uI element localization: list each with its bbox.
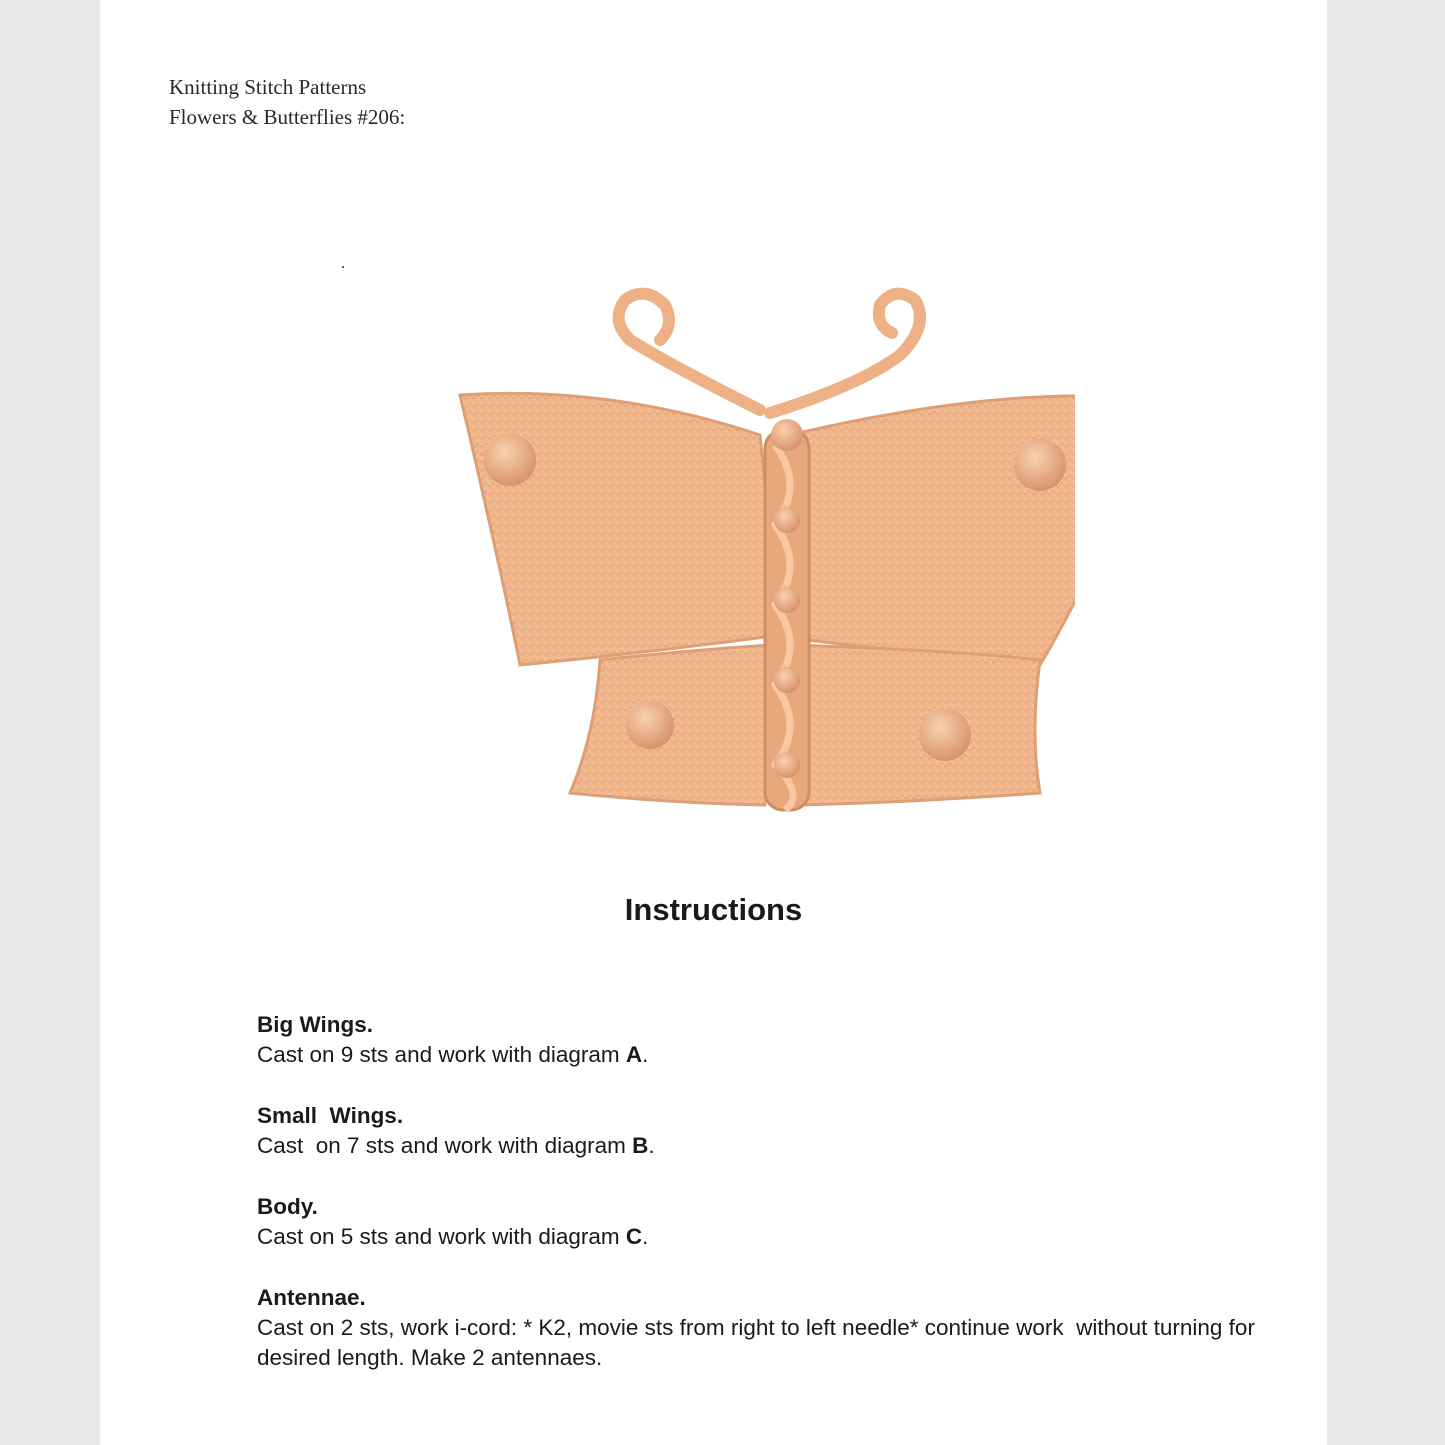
section-antennae <box>257 1283 1267 1373</box>
diagram-label: B <box>632 1133 649 1158</box>
header-line-1: Knitting Stitch Patterns <box>169 75 367 99</box>
document-page <box>100 0 1327 1445</box>
diagram-label: C <box>625 1224 643 1249</box>
section-text: Cast on 7 sts and work with diagram B. <box>257 1133 655 1158</box>
instructions-list <box>257 1010 1267 1404</box>
document-header <box>169 72 405 132</box>
section-small-wings <box>257 1101 1267 1161</box>
instructions-heading: Instructions <box>624 892 803 927</box>
antenna-right <box>770 294 920 413</box>
section-text: Cast on 5 sts and work with diagram C. <box>257 1224 649 1249</box>
antenna-left <box>619 294 760 410</box>
section-title: Body. <box>257 1194 318 1219</box>
section-text: Cast on 2 sts, work i-cord: * K2, movie sts from right to left needle* continue work without turning for desired length. Make 2 antennaes. <box>257 1315 1262 1370</box>
section-text: Cast on 9 sts and work with diagram A. <box>257 1042 649 1067</box>
section-title: Small Wings. <box>257 1103 404 1128</box>
section-title: Big Wings. <box>257 1012 374 1037</box>
knitted-butterfly-photo <box>340 265 1075 835</box>
header-line-2: Flowers & Butterflies #206: <box>169 105 406 129</box>
section-big-wings <box>257 1010 1267 1070</box>
section-title: Antennae. <box>257 1285 366 1310</box>
small-wing-right <box>790 645 1040 805</box>
big-wing-right <box>770 396 1075 665</box>
diagram-label: A <box>625 1042 643 1067</box>
section-body <box>257 1192 1267 1252</box>
